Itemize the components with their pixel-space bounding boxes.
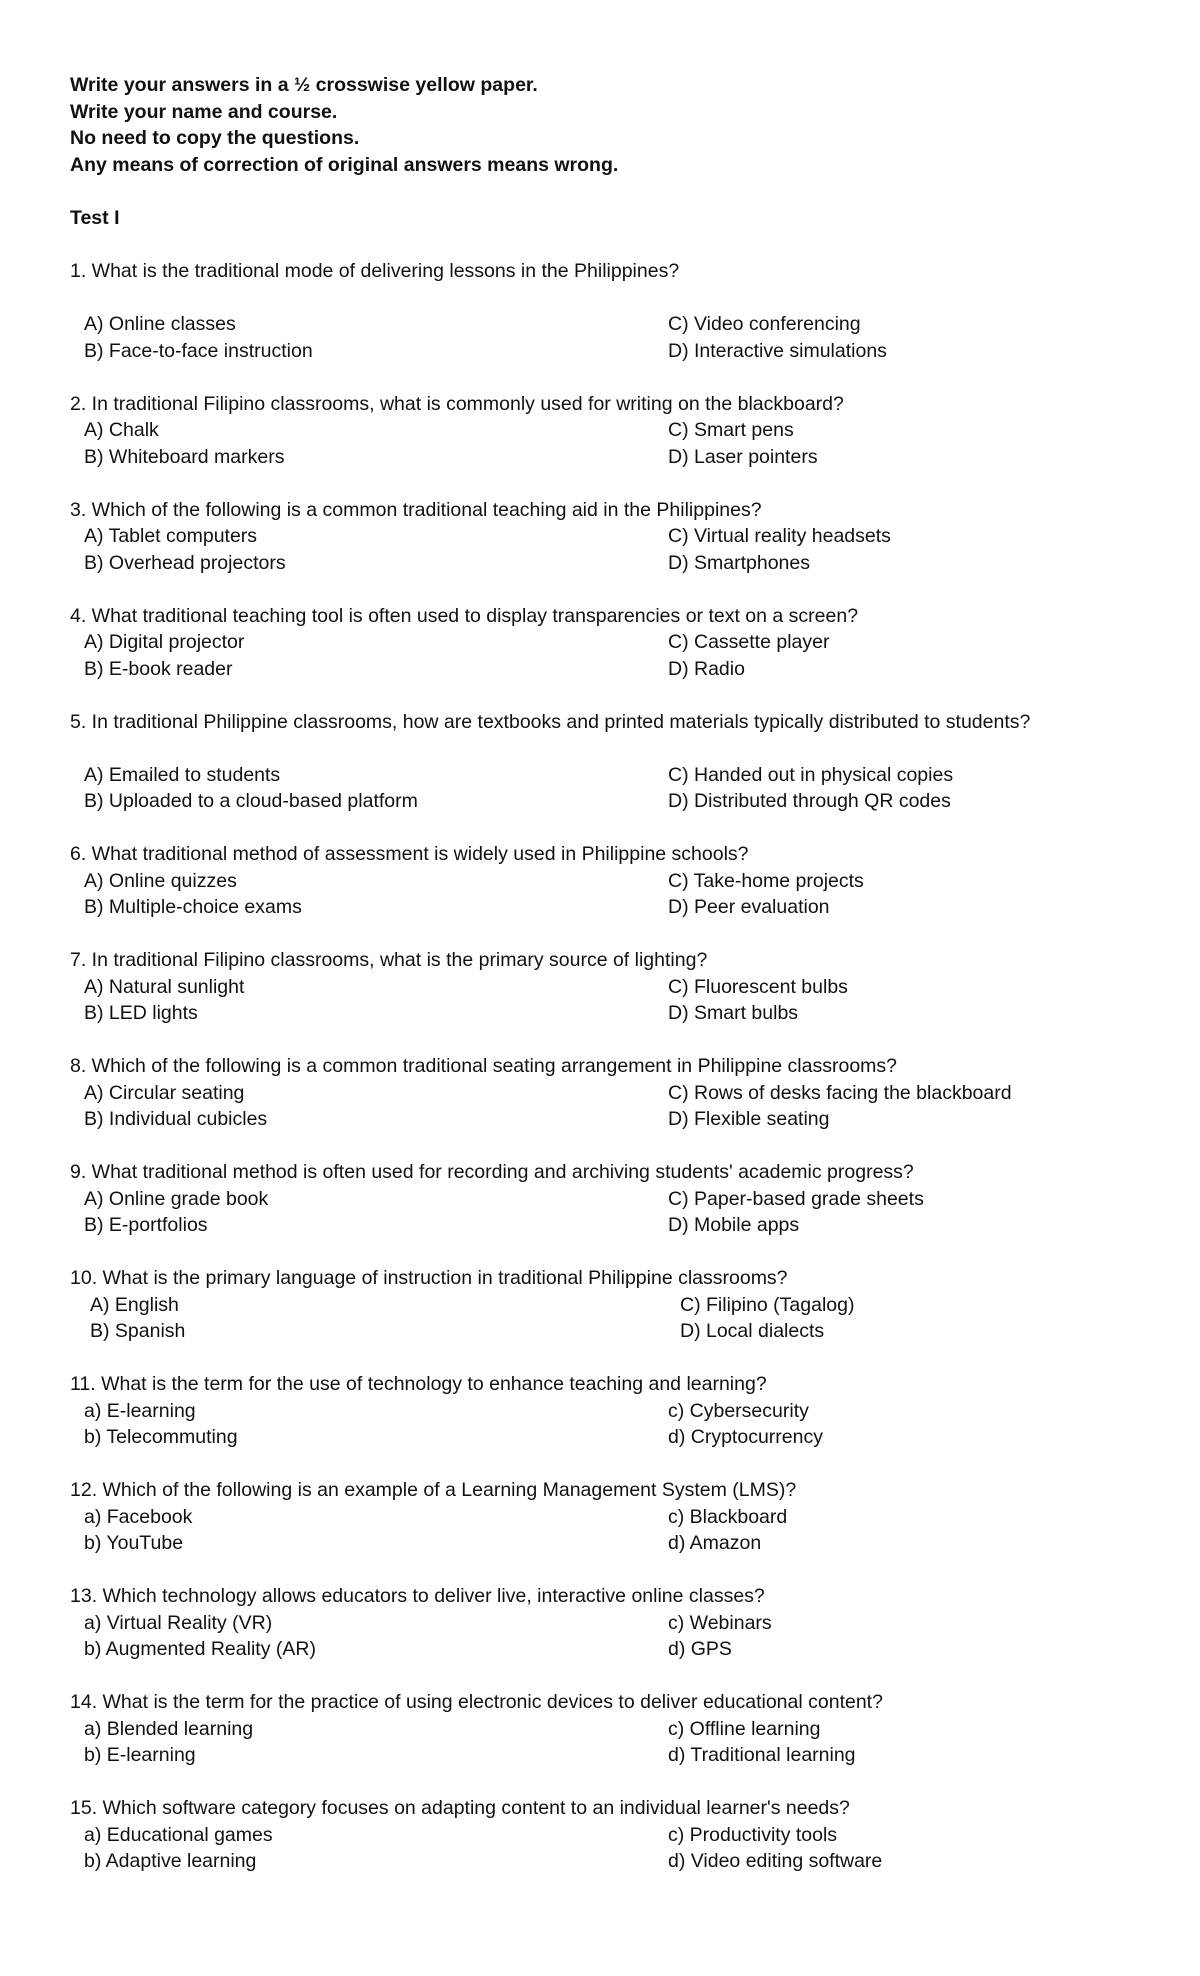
option-row [70, 974, 1130, 1001]
option-row [70, 1504, 1130, 1531]
option-row [70, 523, 1130, 550]
option: A) Online classes [84, 313, 236, 335]
option: C) Handed out in physical copies [668, 763, 954, 786]
option: B) E-book reader [84, 657, 233, 680]
option: B) Spanish [90, 1320, 186, 1342]
question-text: 11. What is the term for the use of technology to enhance teaching and learning? [70, 1373, 767, 1395]
option: D) Distributed through QR codes [668, 790, 951, 812]
option-row [70, 1398, 1130, 1425]
question [70, 603, 1130, 683]
option: D) Peer evaluation [668, 896, 830, 918]
option: D) Smartphones [668, 551, 810, 574]
question [70, 1477, 1130, 1557]
option: A) Chalk [84, 419, 159, 441]
question [70, 497, 1130, 577]
option-row [70, 338, 1130, 365]
instruction-line: Write your answers in a ½ crosswise yellow paper. [70, 74, 538, 96]
option: d) Amazon [668, 1532, 762, 1554]
question [70, 709, 1130, 815]
question-text: 4. What traditional teaching tool is often used to display transparencies or text on a screen? [70, 604, 859, 627]
option-row [70, 1292, 1130, 1319]
option-row [70, 444, 1130, 471]
option: A) Emailed to students [84, 763, 281, 786]
question [70, 1795, 1130, 1875]
option-row [70, 629, 1130, 656]
option: b) Telecommuting [84, 1426, 238, 1448]
instruction-line: Write your name and course. [70, 100, 338, 123]
option: d) Traditional learning [668, 1744, 856, 1766]
option: D) Local dialects [680, 1320, 825, 1342]
option-row [70, 788, 1130, 815]
question-text: 14. What is the term for the practice of using electronic devices to deliver educational content? [70, 1691, 883, 1713]
option-row [70, 762, 1130, 789]
question [70, 1159, 1130, 1239]
option: B) Overhead projectors [84, 551, 286, 574]
question-text: 3. Which of the following is a common traditional teaching aid in the Philippines? [70, 498, 762, 521]
question [70, 1689, 1130, 1769]
option: B) Face-to-face instruction [84, 339, 313, 362]
option: C) Cassette player [668, 631, 830, 653]
instruction-line: No need to copy the questions. [70, 127, 360, 149]
instructions [70, 72, 1130, 178]
option: A) English [90, 1293, 179, 1316]
option-row [70, 1716, 1130, 1743]
question-text: 10. What is the primary language of instruction in traditional Philippine classrooms? [70, 1267, 788, 1289]
option: b) YouTube [84, 1532, 184, 1554]
option: B) Individual cubicles [84, 1108, 268, 1130]
question [70, 258, 1130, 364]
option: d) GPS [668, 1638, 732, 1660]
option: A) Natural sunlight [84, 975, 245, 998]
question-text: 15. Which software category focuses on adapting content to an individual learner's needs? [70, 1797, 850, 1819]
option: B) LED lights [84, 1002, 198, 1024]
option: b) Augmented Reality (AR) [84, 1638, 316, 1660]
option-row [70, 417, 1130, 444]
question-text: 8. Which of the following is a common traditional seating arrangement in Philippine classrooms? [70, 1055, 897, 1077]
option: C) Paper-based grade sheets [668, 1187, 924, 1210]
question [70, 1371, 1130, 1451]
option: b) Adaptive learning [84, 1850, 257, 1872]
option-row [70, 1424, 1130, 1451]
option: a) E-learning [84, 1399, 196, 1422]
test-title: Test I [70, 207, 120, 229]
option: A) Tablet computers [84, 525, 258, 547]
question [70, 391, 1130, 471]
question [70, 1265, 1130, 1345]
option: C) Rows of desks facing the blackboard [668, 1081, 1012, 1104]
option-row [70, 1742, 1130, 1769]
option: c) Blackboard [668, 1505, 788, 1528]
option-row [70, 1106, 1130, 1133]
question-text: 5. In traditional Philippine classrooms, how are textbooks and printed materials typically distributed to students? [70, 710, 1031, 733]
option-row [70, 1212, 1130, 1239]
option: b) E-learning [84, 1744, 196, 1766]
option: A) Digital projector [84, 631, 245, 653]
option: D) Smart bulbs [668, 1002, 799, 1024]
question-text: 9. What traditional method is often used for recording and archiving students' academic progress? [70, 1161, 914, 1183]
option: a) Educational games [84, 1823, 273, 1846]
option: A) Circular seating [84, 1081, 245, 1104]
option-row [70, 894, 1130, 921]
question-text: 6. What traditional method of assessment is widely used in Philippine schools? [70, 843, 749, 865]
option: c) Productivity tools [668, 1823, 838, 1846]
question [70, 841, 1130, 921]
option-row [70, 1530, 1130, 1557]
question [70, 1053, 1130, 1133]
option: C) Video conferencing [668, 313, 861, 335]
option: D) Laser pointers [668, 445, 818, 468]
option-row [70, 656, 1130, 683]
option: D) Flexible seating [668, 1108, 830, 1130]
option-row [70, 1080, 1130, 1107]
option-row [70, 1636, 1130, 1663]
option: C) Smart pens [668, 419, 794, 441]
question-text: 1. What is the traditional mode of delivering lessons in the Philippines? [70, 260, 680, 282]
option-row [70, 1610, 1130, 1637]
option-row [70, 1822, 1130, 1849]
option-row [70, 1848, 1130, 1875]
option: D) Interactive simulations [668, 339, 887, 362]
option: c) Offline learning [668, 1717, 821, 1740]
option: a) Virtual Reality (VR) [84, 1611, 273, 1634]
option: C) Fluorescent bulbs [668, 975, 848, 998]
option: a) Facebook [84, 1505, 193, 1528]
option-row [70, 1318, 1130, 1345]
option: A) Online quizzes [84, 869, 237, 892]
option-row [70, 1186, 1130, 1213]
option-row [70, 311, 1130, 338]
question [70, 1583, 1130, 1663]
option: C) Take-home projects [668, 869, 864, 892]
option: B) Whiteboard markers [84, 445, 285, 468]
option: D) Radio [668, 657, 745, 680]
option: B) Multiple-choice exams [84, 896, 302, 918]
question-text: 2. In traditional Filipino classrooms, what is commonly used for writing on the blackboard? [70, 392, 844, 415]
question-text: 7. In traditional Filipino classrooms, what is the primary source of lighting? [70, 949, 708, 971]
option: A) Online grade book [84, 1187, 269, 1210]
option: B) E-portfolios [84, 1214, 208, 1236]
option: a) Blended learning [84, 1717, 254, 1740]
instruction-line: Any means of correction of original answers means wrong. [70, 153, 619, 176]
option-row [70, 1000, 1130, 1027]
option: C) Virtual reality headsets [668, 525, 891, 547]
option: d) Video editing software [668, 1850, 883, 1872]
question-text: 12. Which of the following is an example of a Learning Management System (LMS)? [70, 1479, 797, 1501]
option: c) Cybersecurity [668, 1399, 809, 1422]
option: C) Filipino (Tagalog) [680, 1293, 855, 1316]
question [70, 947, 1130, 1027]
option: d) Cryptocurrency [668, 1426, 823, 1448]
question-text: 13. Which technology allows educators to deliver live, interactive online classes? [70, 1585, 765, 1607]
option-row [70, 550, 1130, 577]
option-row [70, 868, 1130, 895]
option: D) Mobile apps [668, 1214, 800, 1236]
option: c) Webinars [668, 1611, 772, 1634]
option: B) Uploaded to a cloud-based platform [84, 790, 418, 812]
